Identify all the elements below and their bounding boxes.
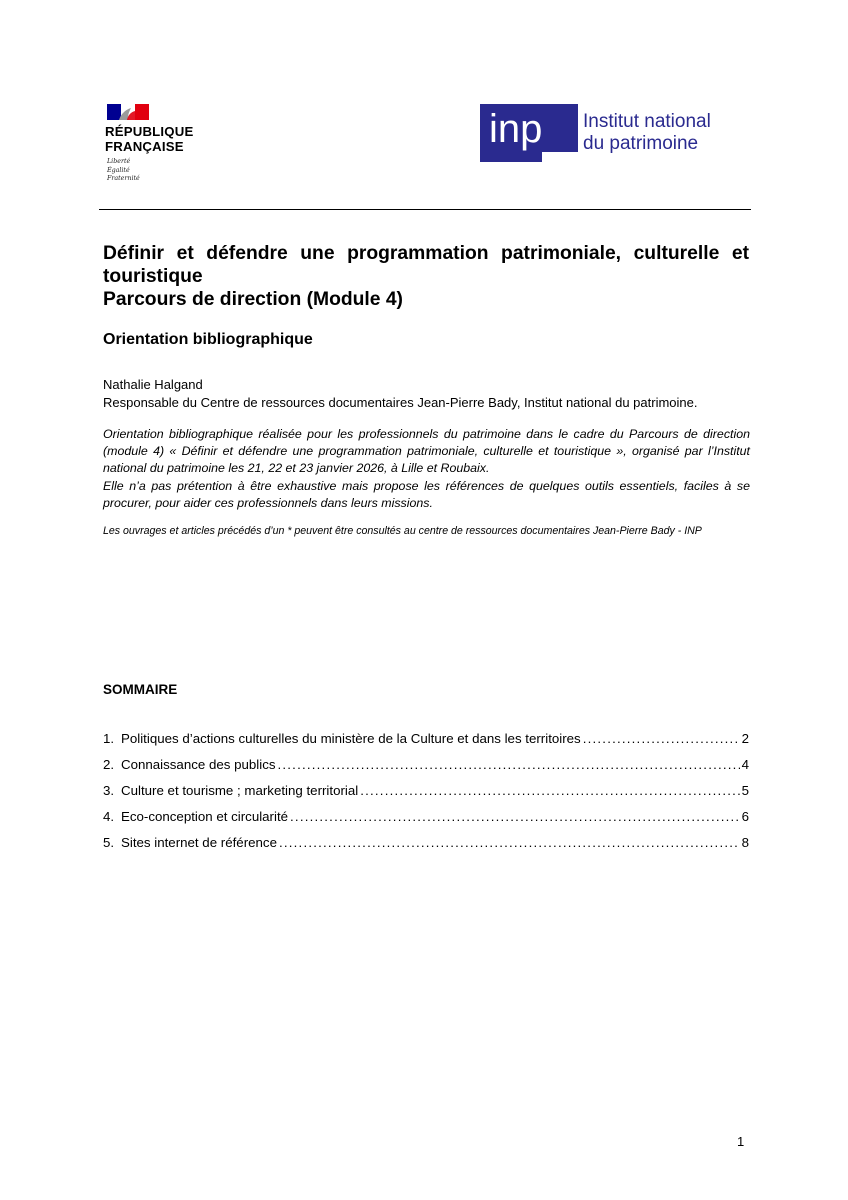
toc-item-page[interactable]: 4 — [741, 757, 749, 772]
toc-leader-dots — [290, 809, 740, 824]
institute-name-line1: Institut national — [583, 111, 711, 132]
toc-item-number: 2. — [103, 757, 115, 772]
toc-item-number: 3. — [103, 783, 115, 798]
motto-liberte: Liberté — [107, 158, 131, 165]
inp-mark-icon — [480, 104, 578, 162]
motto-fraternite: Fraternité — [107, 175, 140, 182]
toc-heading: SOMMAIRE — [103, 682, 178, 697]
toc-item-label[interactable]: Sites internet de référence — [121, 835, 277, 850]
institute-name — [583, 111, 711, 155]
toc-item[interactable] — [103, 731, 749, 757]
motto-egalite: Égalité — [107, 166, 130, 174]
republic-motto — [107, 158, 140, 184]
toc-item-label[interactable]: Culture et tourisme ; marketing territorial — [121, 783, 359, 798]
toc-item-number: 5. — [103, 835, 115, 850]
intro-block — [103, 426, 750, 512]
document-title — [103, 242, 749, 311]
republique-francaise-logo — [103, 104, 213, 190]
toc-item-label[interactable]: Connaissance des publics — [121, 757, 276, 772]
marianne-flag-icon — [107, 104, 149, 120]
toc-item-label[interactable]: Eco-conception et circularité — [121, 809, 289, 824]
document-subtitle: Orientation bibliographique — [103, 331, 313, 348]
title-module: Parcours de direction (Module 4) — [103, 289, 403, 310]
intro-paragraph-1: Orientation bibliographique réalisée pour les professionnels du patrimoine dans le cadre du Parcours de direction (module 4) « Définir et défendre une programmation patrimoniale, culturelle et touristique », organisé par l’Institut national du patrimoine les 21, 22 et 23 janvier 2026, à Lille et Roubaix. — [103, 427, 750, 476]
toc-item[interactable] — [103, 757, 749, 783]
toc-leader-dots — [583, 731, 740, 746]
toc-leader-dots — [279, 835, 740, 850]
page-number: 1 — [737, 1134, 745, 1149]
republic-name-line2: FRANÇAISE — [105, 139, 184, 154]
title-line1: Définir et défendre une programmation patrimoniale, culturelle et — [103, 243, 749, 264]
author-role: Responsable du Centre de ressources documentaires Jean-Pierre Bady, Institut national du patrimoine. — [103, 395, 698, 410]
toc-item-page[interactable]: 8 — [741, 835, 749, 850]
author-block — [103, 376, 763, 412]
author-name: Nathalie Halgand — [103, 377, 203, 392]
toc-leader-dots — [360, 783, 739, 798]
republic-name — [105, 124, 193, 154]
toc-item-number: 4. — [103, 809, 115, 824]
table-of-contents — [103, 731, 749, 861]
toc-item[interactable] — [103, 783, 749, 809]
intro-paragraph-2: Elle n’a pas prétention à être exhaustive mais propose les références de quelques outils essentiels, faciles à se procurer, pour aider ces professionnels dans leurs missions. — [103, 478, 750, 510]
toc-item[interactable] — [103, 809, 749, 835]
toc-leader-dots — [278, 757, 740, 772]
availability-note: Les ouvrages et articles précédés d’un * peuvent être consultés au centre de ressources documentaires Jean-Pierre Bady - INP — [103, 525, 702, 537]
institute-name-line2: du patrimoine — [583, 133, 699, 154]
header-divider — [99, 209, 751, 210]
toc-item[interactable] — [103, 835, 749, 861]
title-line2: touristique — [103, 266, 203, 287]
republic-name-line1: RÉPUBLIQUE — [105, 124, 194, 139]
inp-logo — [480, 104, 750, 162]
toc-item-page[interactable]: 6 — [741, 809, 749, 824]
inp-acronym: inp — [489, 107, 543, 151]
toc-item-page[interactable]: 5 — [741, 783, 749, 798]
toc-item-page[interactable]: 2 — [741, 731, 749, 746]
toc-item-label[interactable]: Politiques d’actions culturelles du ministère de la Culture et dans les territoires — [121, 731, 581, 746]
toc-item-number: 1. — [103, 731, 115, 746]
